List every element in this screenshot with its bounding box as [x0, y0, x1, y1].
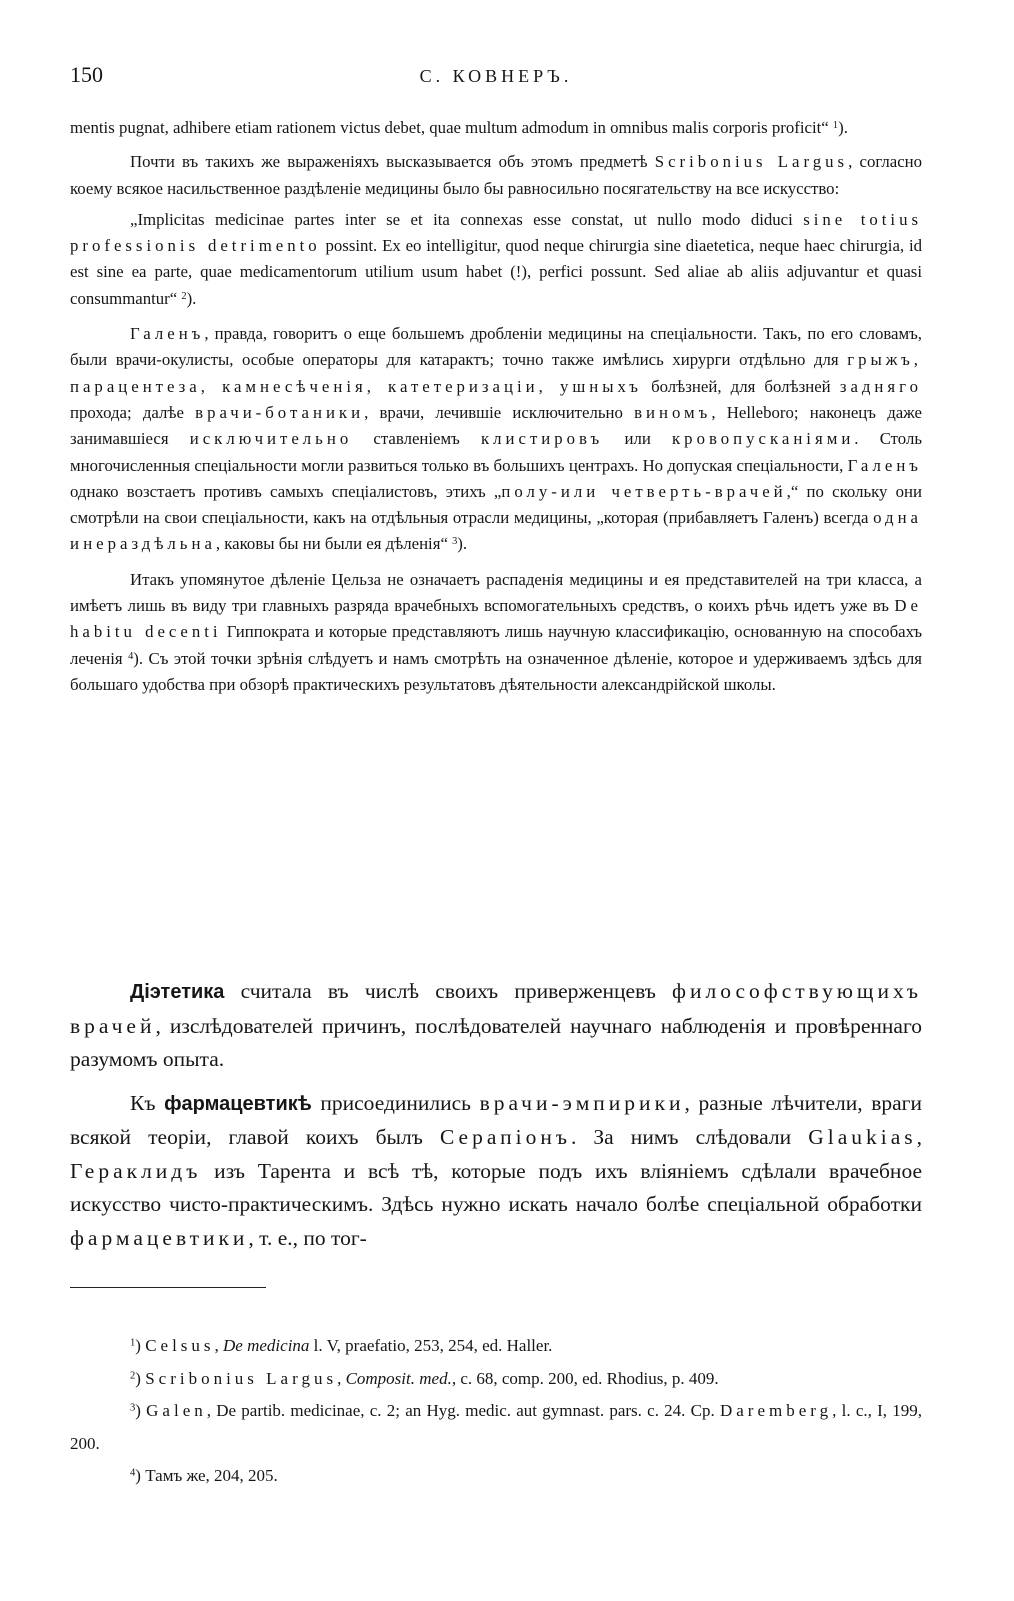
- running-head: С. КОВНЕРЪ.: [419, 66, 573, 86]
- paragraph-pharmacy: Къ фармацевтикѣ присоединились врачи-эмпирики, разные лѣчители, враги всякой теоріи, главой коихъ былъ Серапіонъ. За нимъ слѣдовали Glaukias, Гераклидъ изъ Тарента и всѣ тѣ, которые подъ ихъ вліяніемъ сдѣлали врачебное искусство чисто-практическимъ. Здѣсь нужно искать начало болѣе спеціальной обработки фармацевтики, т. е., по тог-: [70, 1090, 922, 1250]
- paragraph-galen: Галенъ, правда, говоритъ о еще большемъ дробленіи медицины на спеціальности. Такъ, по его словамъ, были врачи-окулисты, особые операторы для катарактъ; точно также имѣлись хирурги отдѣльно для грыжъ, парацентеза, камнесѣченія, катетеризаціи, ушныхъ болѣзней, для болѣзней задняго прохода; далѣе врачи-ботаники, врачи, лечившіе исключительно виномъ, Helleboro; наконецъ даже занимавшіеся исключительно ставленіемъ клистировъ или кровопусканіями. Столь многочисленныя спеціальности могли развиться только въ большихъ центрахъ. Но допуская спеціальности, Галенъ однако возстаетъ противъ самыхъ спеціалистовъ, этихъ „полу-или четверть-врачей,“ по скольку они смотрѣли на свои спеціальности, какъ на отдѣльныя отрасли медицины, „которая (прибавляетъ Галенъ) всегда одна и нераздѣльна, каковы бы ни были ея дѣленія“ $^3$).: [70, 324, 922, 554]
- page-header: [70, 62, 922, 92]
- footnote-ref-3: 3: [452, 536, 458, 548]
- footnote-4: $^4$) Тамъ же, 204, 205.: [130, 1466, 278, 1485]
- paragraph-continuation: mentis pugnat, adhibere etiam rationem victus debet, quae multum admodum in omnibus malis corporis proficit“ $^1$).: [70, 118, 848, 137]
- paragraph-dietetics: Діэтетика считала въ числѣ своихъ приверженцевъ философствующихъ врачей, изслѣдователей причинъ, послѣдователей научнаго наблюденія и провѣреннаго разумомъ опыта.: [70, 979, 922, 1071]
- paragraph-scribonius: Почти въ такихъ же выраженіяхъ высказывается объ этомъ предметѣ Scribonius Largus, согласно коему всякое насильственное раздѣленіе медицины было бы равносильно посягательству на все искусство:: [70, 152, 923, 198]
- footnote-ref-4: 4: [128, 650, 134, 662]
- footnote-1: $^1$) Celsus, De medicina l. V, praefatio, 253, 254, ed. Haller.: [130, 1336, 553, 1355]
- main-text-small: [70, 115, 922, 698]
- footnote-divider: [70, 1287, 266, 1288]
- paragraph-celsus: Итакъ упомянутое дѣленіе Цельза не означаетъ распаденія медицины и ея представителей на три класса, а имѣетъ лишь въ виду три главныхъ разряда врачебныхъ вспомогательныхъ средствъ, о коихъ рѣчь идетъ уже въ De habitu decenti Гиппократа и которые представляютъ лишь научную классификацію, основанную на способахъ леченія $^4$). Съ этой точки зрѣнія слѣдуетъ и намъ смотрѣть на означенное дѣленіе, которое и удерживаемъ здѣсь для большаго удобства при обзорѣ практическихъ результатовъ дѣятельности александрійской школы.: [70, 569, 922, 694]
- page-number: 150: [70, 62, 103, 87]
- footnote-3: $^3$) Galen, De partib. medicinae, c. 2; an Hyg. medic. aut gymnast. pars. c. 24. Ср. Daremberg, l. c., I, 199, 200.: [70, 1401, 922, 1453]
- main-text-large: [70, 975, 922, 1255]
- footnote-2: $^2$) Scribonius Largus, Composit. med., c. 68, comp. 200, ed. Rhodius, p. 409.: [130, 1368, 719, 1388]
- footnote-ref-2: 2: [181, 290, 187, 302]
- footnotes: [70, 1330, 922, 1493]
- footnote-ref-1: 1: [832, 119, 839, 131]
- latin-quote: „Implicitas medicinae partes inter se et ita connexas esse constat, ut nullo modo diduci sine totius professionis detrimento possint. Ex eo intelligitur, quod neque chirurgia sine diaetetica, neque haec chirurgia, id est sine ea parte, quae medicamentorum utilium usum habet (!), perfici possunt. Sed aliae ab aliis adjuvantur et quasi consummantur“ $^2$).: [70, 209, 922, 308]
